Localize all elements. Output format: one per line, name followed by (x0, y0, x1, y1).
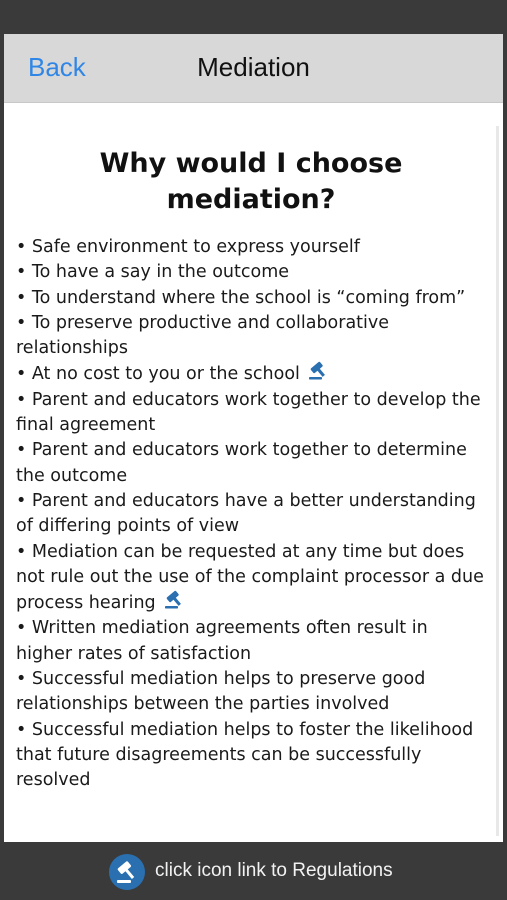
list-item-text: • To have a say in the outcome (16, 262, 290, 283)
list-item (16, 540, 486, 617)
list-item-text: • Mediation can be requested at any time but does not rule out the use of the complaint processor a due process hearing (16, 541, 484, 614)
list-item-text: • Safe environment to express yourself (16, 237, 360, 257)
list-item-text: • Parent and educators work together to determine the outcome (16, 440, 467, 486)
list-item (16, 361, 486, 387)
list-item (16, 489, 486, 540)
list-item-text: • To preserve productive and collaborative relationships (16, 312, 390, 359)
list-item-text: • Successful mediation helps to foster the likelihood that future disagreements can be successfully resolved (16, 719, 474, 791)
list-item-text: • To understand where the school is “coming from” (16, 287, 466, 308)
content-area (16, 146, 486, 794)
section-heading: Why would I choose mediation? (99, 148, 403, 215)
gavel-icon[interactable] (307, 361, 329, 381)
list-item (16, 438, 486, 489)
list-item-text: • Successful mediation helps to preserve good relationships between the parties involved (16, 669, 426, 715)
list-item-text: • Parent and educators have a better understanding of differing points of view (16, 490, 476, 537)
gavel-icon[interactable] (163, 590, 185, 610)
list-item-text: • At no cost to you or the school (16, 364, 300, 385)
list-item (16, 311, 486, 362)
scrollbar[interactable] (496, 126, 499, 836)
list-item-text: • Parent and educators work together to develop the final agreement (16, 389, 481, 436)
benefits-list (16, 235, 486, 794)
list-item (16, 260, 486, 285)
regulations-gavel-icon[interactable] (108, 853, 146, 891)
footer-hint: click icon link to Regulations (155, 860, 393, 881)
list-item (16, 616, 486, 667)
list-item-text: • Written mediation agreements often result in higher rates of satisfaction (16, 618, 428, 664)
page-title: Mediation (197, 52, 310, 82)
footer-bar (0, 842, 507, 900)
list-item (16, 718, 486, 794)
back-button[interactable]: Back (28, 52, 86, 82)
list-item (16, 286, 486, 311)
list-item (16, 388, 486, 439)
app-screen (4, 34, 503, 842)
list-item (16, 235, 486, 260)
list-item (16, 667, 486, 718)
navigation-bar (4, 34, 503, 103)
